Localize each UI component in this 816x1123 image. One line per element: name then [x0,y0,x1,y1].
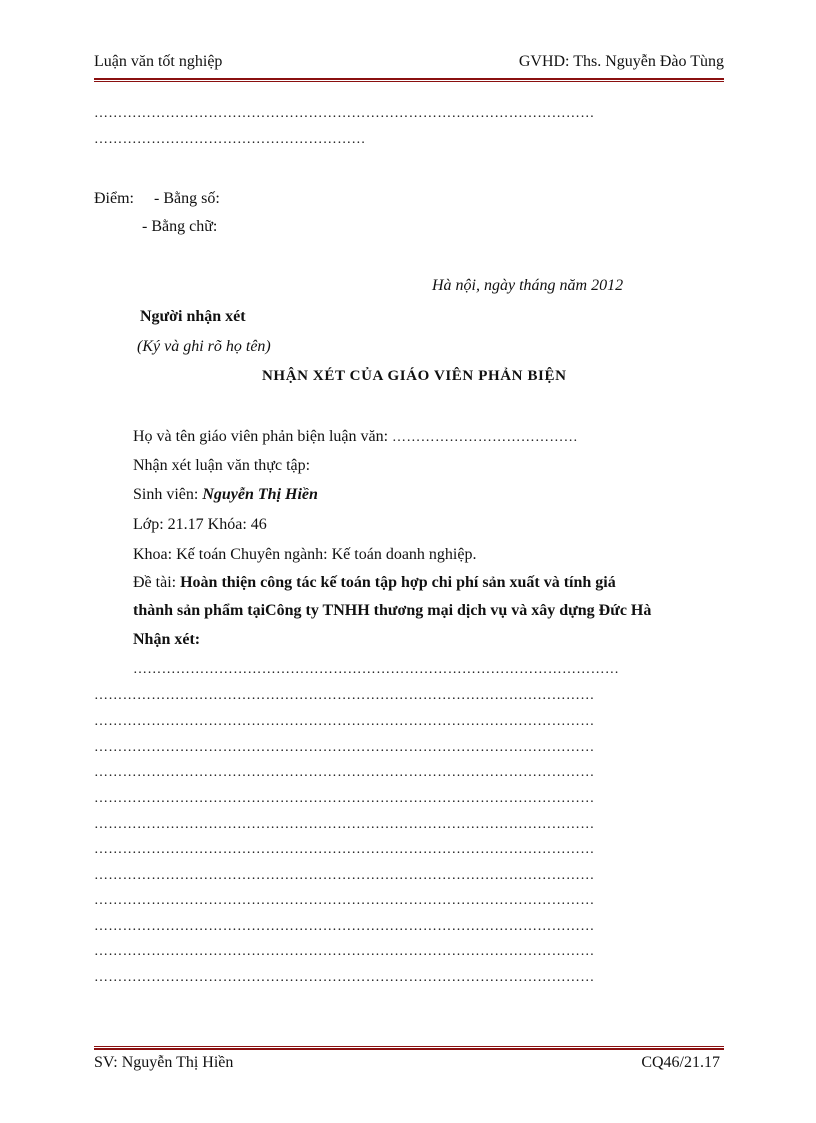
student-name: Nguyễn Thị Hiền [202,486,318,503]
section-title: NHẬN XÉT CỦA GIÁO VIÊN PHẢN BIỆN [262,368,567,384]
date-line: Hà nội, ngày tháng năm 2012 [432,277,624,294]
topic-label: Đề tài: [133,574,177,591]
dotted-line: …………………………………………………………………………………………… [94,740,595,755]
header-left: Luận văn tốt nghiệp [94,53,223,70]
header-rule [94,78,724,82]
dotted-line: …………………………………………………………………………………………… [94,714,595,729]
score-by-number: - Bằng số: [154,190,220,207]
class-line: Lớp: 21.17 Khóa: 46 [133,516,267,533]
dotted-line: …………………………………………………………………………………………… [94,842,595,857]
score-by-words: - Bằng chữ: [142,218,218,235]
header-right: GVHD: Ths. Nguyễn Đào Tùng [518,53,724,70]
topic-text-1: Hoàn thiện công tác kế toán tập hợp chi phí sản xuất và tính giá [180,574,616,591]
comment-label: Nhận xét: [133,631,201,648]
dotted-line: …………………………………………………………………………………………… [94,791,595,806]
footer-rule [94,1046,724,1050]
reviewer-label: Họ và tên giáo viên phản biện luận văn: [133,428,389,445]
faculty-line: Khoa: Kế toán Chuyên ngành: Kế toán doanh nghiệp. [133,546,477,563]
dotted-line: …………………………………………………………………………………………… [94,944,595,959]
dotted-line: …………………………………………………………………………………………… [94,765,595,780]
footer-right: CQ46/21.17 [641,1054,720,1071]
reviewer-line [133,428,578,446]
student-line [133,486,318,504]
internship-comment: Nhận xét luận văn thực tập: [133,457,311,474]
dotted-line: …………………………………………………………………………………………… [94,817,595,832]
reviewer-dots: ………………………………… [392,430,578,445]
dotted-line: …………………………………………………………………………………………… [94,893,595,908]
topic-line-1 [133,574,616,592]
dotted-line: …………………………………………………………………………………………… [94,688,595,703]
dotted-line: …………………………………………………………………………………………… [94,970,595,985]
dotted-line: ………………………………………………………………………………………… [133,662,620,677]
dotted-line: …………………………………………………………………………………………… [94,919,595,934]
student-label: Sinh viên: [133,486,199,503]
score-label: Điểm: [94,190,134,207]
dotted-line: …………………………………………………………………………………………… [94,868,595,883]
footer-left: SV: Nguyễn Thị Hiền [94,1054,234,1071]
dotted-line: …………………………………………………………………………………………… [94,106,595,121]
topic-line-2: thành sản phẩm tạiCông ty TNHH thương mại dịch vụ và xây dựng Đức Hà [133,602,652,619]
dotted-line: ………………………………………………… [94,132,366,147]
signer-note: (Ký và ghi rõ họ tên) [137,338,271,355]
signer-title: Người nhận xét [140,308,246,325]
